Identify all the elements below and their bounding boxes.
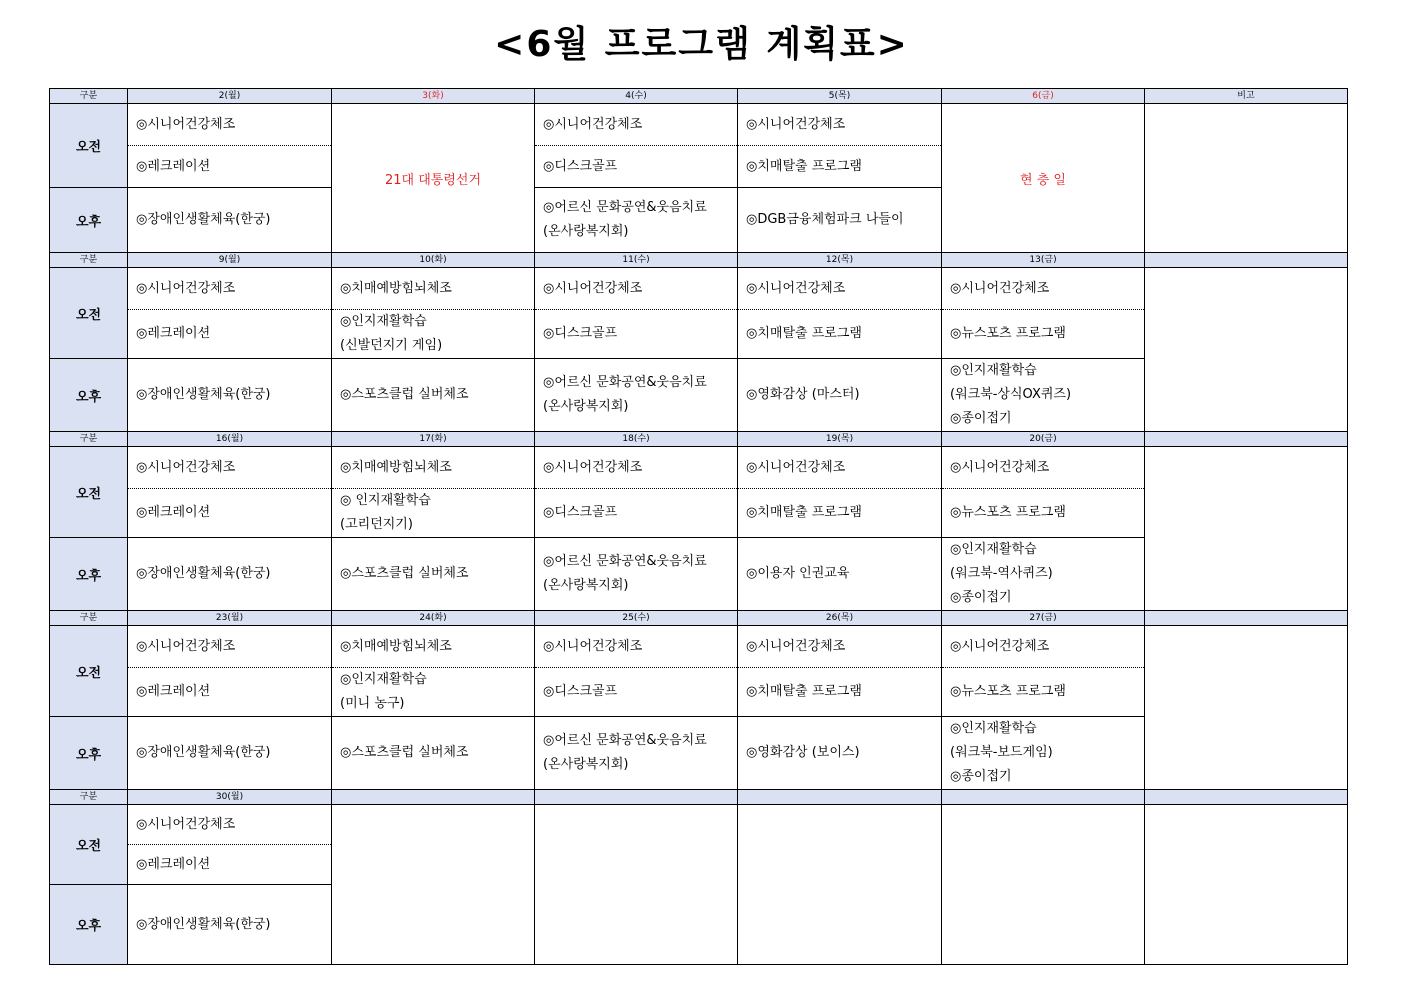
activity-cell: ◎장애인생활체육(한궁) (128, 538, 332, 611)
empty-cell (535, 805, 738, 965)
activity-cell: ◎시니어건강체조 (128, 447, 332, 489)
day-header: 12(목) (738, 253, 942, 268)
remarks-cell (1145, 268, 1348, 432)
activity-cell: ◎어르신 문화공연&웃음치료 (온사랑복지회) (535, 359, 738, 432)
activity-cell: ◎장애인생활체육(한궁) (128, 885, 332, 965)
activity-cell: ◎치매예방힘뇌체조 (332, 268, 535, 310)
remarks-cell (1145, 104, 1348, 253)
activity-cell: ◎뉴스포츠 프로그램 (942, 489, 1145, 538)
day-header: 26(목) (738, 611, 942, 626)
remarks-header (1145, 432, 1348, 447)
gubun-label: 구분 (50, 253, 128, 268)
week-2-am1-row (50, 268, 1348, 310)
am-label: 오전 (50, 104, 128, 188)
day-header: 30(월) (128, 790, 332, 805)
am-label: 오전 (50, 805, 128, 885)
week-2-header-row (50, 253, 1348, 268)
activity-cell: ◎인지재활학습 (워크북-상식OX퀴즈) ◎종이접기 (942, 359, 1145, 432)
activity-cell: ◎치매예방힘뇌체조 (332, 447, 535, 489)
activity-cell: ◎디스크골프 (535, 146, 738, 188)
activity-cell: ◎디스크골프 (535, 310, 738, 359)
day-header: 5(목) (738, 89, 942, 104)
activity-cell: ◎어르신 문화공연&웃음치료 (온사랑복지회) (535, 717, 738, 790)
remarks-header (1145, 790, 1348, 805)
day-header: 10(화) (332, 253, 535, 268)
remarks-header: 비고 (1145, 89, 1348, 104)
activity-cell: ◎ 인지재활학습 (고리던지기) (332, 489, 535, 538)
empty-cell (332, 805, 535, 965)
day-header: 19(목) (738, 432, 942, 447)
pm-label: 오후 (50, 359, 128, 432)
activity-cell: ◎영화감상 (보이스) (738, 717, 942, 790)
empty-cell (738, 805, 942, 965)
am-label: 오전 (50, 268, 128, 359)
am-label: 오전 (50, 447, 128, 538)
week-3-am1-row (50, 447, 1348, 489)
activity-cell: ◎시니어건강체조 (535, 626, 738, 668)
week-4-am1-row (50, 626, 1348, 668)
activity-cell: ◎시니어건강체조 (738, 626, 942, 668)
activity-cell: ◎시니어건강체조 (942, 268, 1145, 310)
day-header: 20(금) (942, 432, 1145, 447)
week-4-header-row (50, 611, 1348, 626)
holiday-cell: 21대 대통령선거 (332, 104, 535, 253)
am-label: 오전 (50, 626, 128, 717)
day-header: 16(월) (128, 432, 332, 447)
activity-cell: ◎치매예방힘뇌체조 (332, 626, 535, 668)
activity-cell: ◎레크레이션 (128, 845, 332, 885)
remarks-cell (1145, 626, 1348, 790)
activity-cell: ◎시니어건강체조 (535, 447, 738, 489)
activity-cell: ◎스포츠클럽 실버체조 (332, 359, 535, 432)
gubun-label: 구분 (50, 611, 128, 626)
week-3-header-row (50, 432, 1348, 447)
day-header: 27(금) (942, 611, 1145, 626)
gubun-label: 구분 (50, 89, 128, 104)
activity-cell: ◎스포츠클럽 실버체조 (332, 717, 535, 790)
pm-label: 오후 (50, 885, 128, 965)
day-header: 3(화) (332, 89, 535, 104)
week-5-header-row (50, 790, 1348, 805)
activity-cell: ◎인지재활학습 (신발던지기 게임) (332, 310, 535, 359)
day-header: 23(월) (128, 611, 332, 626)
activity-cell: ◎인지재활학습 (워크북-보드게임) ◎종이접기 (942, 717, 1145, 790)
activity-cell: ◎시니어건강체조 (942, 447, 1145, 489)
activity-cell: ◎시니어건강체조 (942, 626, 1145, 668)
activity-cell: ◎어르신 문화공연&웃음치료 (온사랑복지회) (535, 188, 738, 253)
activity-cell: ◎시니어건강체조 (535, 268, 738, 310)
activity-cell: ◎레크레이션 (128, 668, 332, 717)
activity-cell: ◎장애인생활체육(한궁) (128, 717, 332, 790)
day-header (738, 790, 942, 805)
day-header (332, 790, 535, 805)
day-header: 13(금) (942, 253, 1145, 268)
page-title: <6월 프로그램 계획표> (494, 24, 909, 65)
activity-cell: ◎DGB금융체험파크 나들이 (738, 188, 942, 253)
pm-label: 오후 (50, 717, 128, 790)
holiday-cell: 현 충 일 (942, 104, 1145, 253)
activity-cell: ◎영화감상 (마스터) (738, 359, 942, 432)
activity-cell: ◎치매탈출 프로그램 (738, 310, 942, 359)
remarks-header (1145, 253, 1348, 268)
day-header (942, 790, 1145, 805)
activity-cell: ◎치매탈출 프로그램 (738, 146, 942, 188)
activity-cell: ◎뉴스포츠 프로그램 (942, 668, 1145, 717)
activity-cell: ◎시니어건강체조 (128, 626, 332, 668)
activity-cell: ◎치매탈출 프로그램 (738, 489, 942, 538)
week-1-am1-row (50, 104, 1348, 146)
remarks-header (1145, 611, 1348, 626)
day-header: 25(수) (535, 611, 738, 626)
day-header: 24(화) (332, 611, 535, 626)
pm-label: 오후 (50, 538, 128, 611)
activity-cell: ◎장애인생활체육(한궁) (128, 188, 332, 253)
activity-cell: ◎디스크골프 (535, 668, 738, 717)
day-header: 4(수) (535, 89, 738, 104)
activity-cell: ◎인지재활학습 (미니 농구) (332, 668, 535, 717)
activity-cell: ◎레크레이션 (128, 310, 332, 359)
activity-cell: ◎시니어건강체조 (128, 805, 332, 845)
activity-cell: ◎레크레이션 (128, 489, 332, 538)
schedule-table (49, 88, 1348, 965)
activity-cell: ◎디스크골프 (535, 489, 738, 538)
activity-cell: ◎스포츠클럽 실버체조 (332, 538, 535, 611)
activity-cell: ◎시니어건강체조 (128, 268, 332, 310)
activity-cell: ◎어르신 문화공연&웃음치료 (온사랑복지회) (535, 538, 738, 611)
activity-cell: ◎인지재활학습 (워크북-역사퀴즈) ◎종이접기 (942, 538, 1145, 611)
day-header: 9(월) (128, 253, 332, 268)
activity-cell: ◎레크레이션 (128, 146, 332, 188)
day-header: 2(월) (128, 89, 332, 104)
week-5-am1-row (50, 805, 1348, 845)
day-header: 6(금) (942, 89, 1145, 104)
gubun-label: 구분 (50, 790, 128, 805)
remarks-cell (1145, 447, 1348, 611)
day-header: 18(수) (535, 432, 738, 447)
activity-cell: ◎시니어건강체조 (535, 104, 738, 146)
activity-cell: ◎장애인생활체육(한궁) (128, 359, 332, 432)
gubun-label: 구분 (50, 432, 128, 447)
activity-cell: ◎뉴스포츠 프로그램 (942, 310, 1145, 359)
day-header (535, 790, 738, 805)
day-header: 11(수) (535, 253, 738, 268)
pm-label: 오후 (50, 188, 128, 253)
activity-cell: ◎이용자 인권교육 (738, 538, 942, 611)
activity-cell: ◎시니어건강체조 (738, 104, 942, 146)
week-1-header-row (50, 89, 1348, 104)
activity-cell: ◎치매탈출 프로그램 (738, 668, 942, 717)
activity-cell: ◎시니어건강체조 (738, 268, 942, 310)
activity-cell: ◎시니어건강체조 (128, 104, 332, 146)
activity-cell: ◎시니어건강체조 (738, 447, 942, 489)
remarks-cell (1145, 805, 1348, 965)
empty-cell (942, 805, 1145, 965)
day-header: 17(화) (332, 432, 535, 447)
